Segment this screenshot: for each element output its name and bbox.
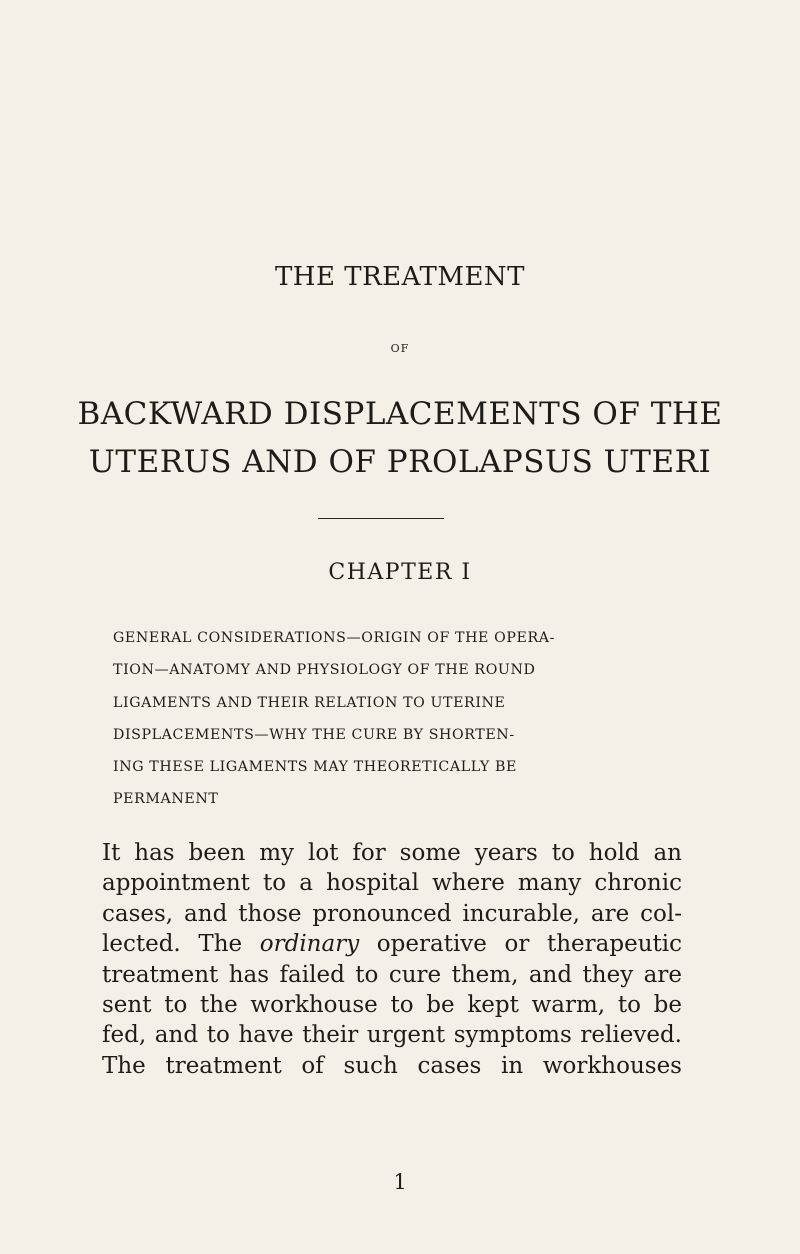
- body-line: It has been my lot for some years to hold an: [102, 840, 682, 866]
- body-line-segment: operative or therapeutic: [359, 931, 682, 958]
- synopsis-line: TION—ANATOMY AND PHYSIOLOGY OF THE ROUND: [113, 662, 536, 679]
- title-divider-rule: [318, 518, 444, 519]
- synopsis-line: GENERAL CONSIDERATIONS—ORIGIN OF THE OPERA-: [113, 630, 555, 646]
- body-line: fed, and to have their urgent symptoms relieved.: [102, 1022, 682, 1049]
- title-line-2: UTERUS AND OF PROLAPSUS UTERI: [88, 444, 712, 480]
- synopsis-line: LIGAMENTS AND THEIR RELATION TO UTERINE: [113, 694, 506, 711]
- title-connector: OF: [390, 342, 410, 355]
- synopsis-line: PERMANENT: [113, 791, 219, 808]
- chapter-heading: CHAPTER I: [328, 560, 472, 585]
- body-line-segment: lected. The: [102, 931, 260, 958]
- body-line: [102, 929, 682, 959]
- italic-word: ordinary: [259, 931, 360, 958]
- body-line: sent to the workhouse to be kept warm, to be: [102, 992, 682, 1019]
- body-line: appointment to a hospital where many chronic: [102, 870, 682, 897]
- page-number: 1: [393, 1170, 407, 1194]
- chapter-synopsis: [113, 622, 683, 816]
- pre-title: THE TREATMENT: [274, 262, 526, 292]
- body-line: cases, and those pronounced incurable, are col-: [102, 900, 682, 927]
- title-line-1: BACKWARD DISPLACEMENTS OF THE: [77, 396, 723, 432]
- body-text: [102, 838, 682, 1081]
- body-line: The treatment of such cases in workhouses: [102, 1052, 682, 1079]
- body-line: treatment has failed to cure them, and they are: [102, 961, 682, 988]
- synopsis-line: DISPLACEMENTS—WHY THE CURE BY SHORTEN-: [113, 726, 515, 743]
- synopsis-line: ING THESE LIGAMENTS MAY THEORETICALLY BE: [113, 759, 517, 776]
